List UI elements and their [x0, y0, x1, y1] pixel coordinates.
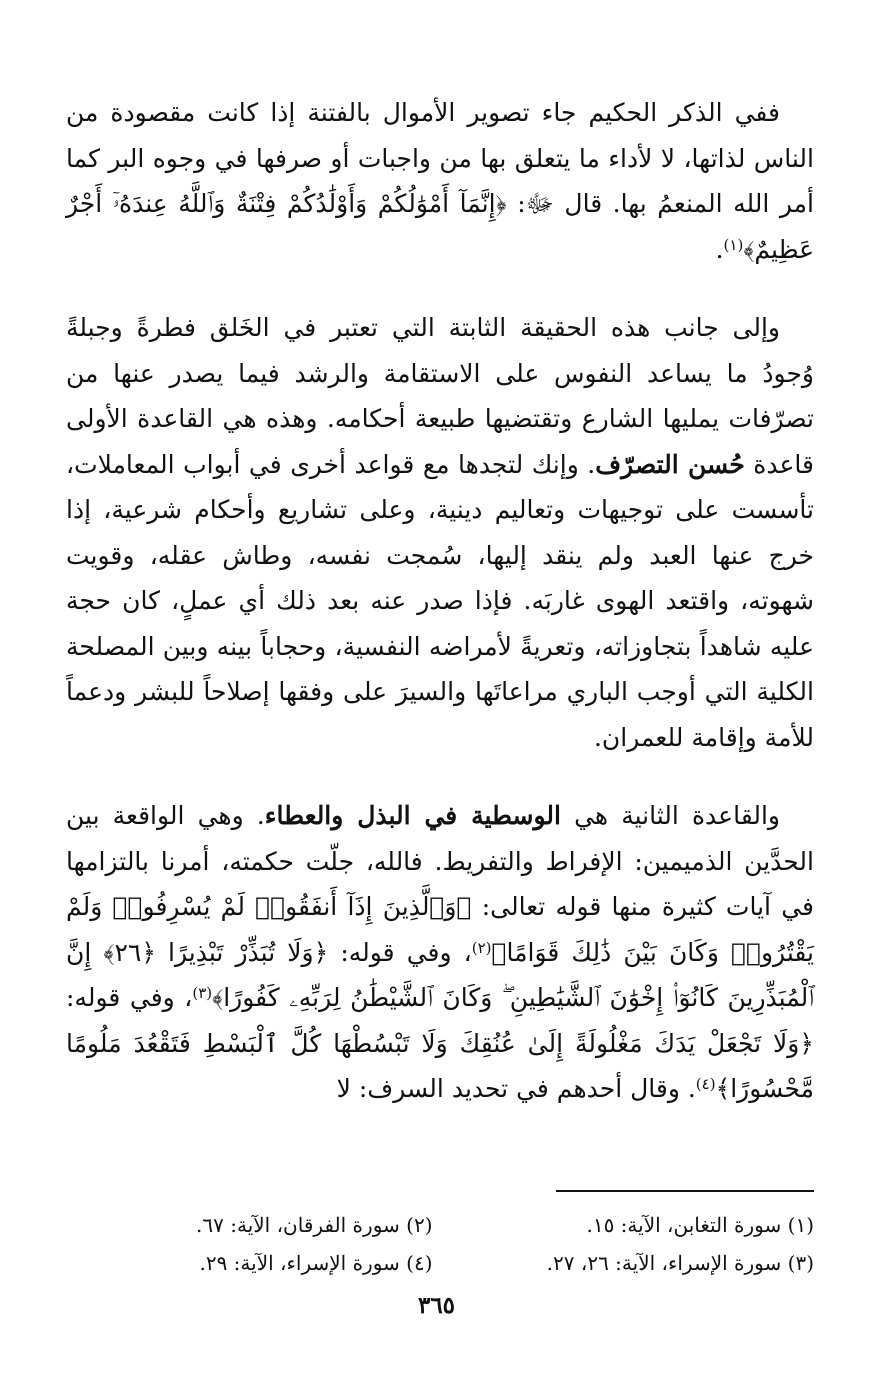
paragraph-3-text-1: والقاعدة الثانية هي — [560, 801, 780, 830]
footnote-1: (١) سورة التغابن، الآية: ١٥. — [586, 1213, 814, 1237]
quran-verse-1: ﴿إِنَّمَآ أَمْوَٰلُكُمْ وَأَوْلَٰدُكُمْ فِتْنَةٌ وَٱللَّهُ عِندَهُۥٓ أَجْرٌ عَظِيمٌ﴾ — [66, 189, 814, 264]
paragraph-2 — [66, 305, 814, 760]
quran-verse-2: ﴿وَٱلَّذِينَ إِذَآ أَنفَقُوا۟ لَمْ يُسْرِفُوا۟ وَلَمْ يَقْتُرُوا۟ وَكَانَ بَيْنَ ذَٰلِكَ قَوَامًا﴾ — [66, 892, 814, 967]
page-number: ٣٦٥ — [417, 1292, 456, 1319]
footnote-4: (٤) سورة الإسراء، الآية: ٢٩. — [199, 1251, 433, 1275]
footnote-divider — [556, 1190, 814, 1192]
paragraph-3-text-5: . وقال أحدهم في تحديد السرف: لا — [336, 1074, 696, 1103]
quran-verse-4: ﴿وَلَا تَجْعَلْ يَدَكَ مَغْلُولَةً إِلَىٰ عُنُقِكَ وَلَا تَبْسُطْهَا كُلَّ ٱلْبَسْطِ فَتَقْعُدَ مَلُومًا مَّحْسُورًا﴾ — [66, 1028, 814, 1103]
rule-two-title: الوسطية في البذل والعطاء — [264, 801, 561, 830]
paragraph-2-text-1: وإلى جانب هذه الحقيقة الثابتة التي تعتبر في الخَلق فطرةً وجبلةً وُجودُ ما يساعد النفوس على الاستقامة والرشد فيما يصدر عنها من تصرّفات يمليها الشارع وتقتضيها طبيعة أحكامه. وهذه هي القاعدة الأولى قاعدة — [66, 313, 814, 479]
footnote-3: (٣) سورة الإسراء، الآية: ٢٦، ٢٧. — [546, 1251, 814, 1275]
paragraph-2-text-2: . وإنك لتجدها مع قواعد أخرى في أبواب المعاملات، تأسست على توجيهات وتعاليم دينية، وعلى تشاريع وأحكام شرعية، إذا خرج عنها العبد ولم ينقد إليها، سُمجت نفسه، وطاش عقله، وقويت شهوته، واقتعد الهوى غاربَه. فإذا صدر عنه بعد ذلك أي عملٍ، كان حجة عليه شاهداً بتجاوزاته، وتعريةً لأمراضه النفسية، وحجاباً بينه وبين المصلحة الكلية التي أوجب الباري مراعاتَها والسيرَ على وفقها إصلاحاً للبشر ودعماً للأمة وإقامة للعمران. — [66, 449, 814, 752]
page-body — [66, 90, 814, 1112]
footnote-ref-3: (٣) — [192, 984, 213, 1002]
paragraph-3-text-2: . وهي الواقعة بين الحدَّين الذميمين: الإفراط والتفريط. فالله، جلّت حكمته، أمرنا بالتزامها في آيات كثيرة منها قوله تعالى: — [66, 801, 814, 921]
footnotes — [66, 1206, 814, 1282]
footnote-ref-2: (٢) — [471, 938, 492, 957]
paragraph-1-end: . — [715, 234, 724, 264]
paragraph-3-text-3: ، وفي قوله: — [328, 937, 472, 967]
footnote-ref-4: (٤) — [695, 1075, 716, 1093]
paragraph-3-text-4: ، وفي قوله: — [66, 983, 193, 1012]
paragraph-3 — [66, 793, 814, 1112]
footnote-row-1 — [66, 1206, 814, 1244]
footnote-row-2 — [66, 1244, 814, 1282]
footnote-ref-1: (١) — [723, 235, 744, 254]
paragraph-1-text: ففي الذكر الحكيم جاء تصوير الأموال بالفتنة إذا كانت مقصودة من الناس لذاتها، لا لأداء ما يتعلق بها من واجبات أو صرفها في وجوه البر كما أمر الله المنعمُ بها. قال ﷻ: — [66, 98, 814, 218]
footnote-2: (٢) سورة الفرقان، الآية: ٦٧. — [196, 1213, 433, 1237]
quran-verse-3: ﴿وَلَا تُبَذِّرْ تَبْذِيرًا ﴿٢٦﴾ إِنَّ ٱلْمُبَذِّرِينَ كَانُوٓا۟ إِخْوَٰنَ ٱلشَّيَٰطِينِ ۖ وَكَانَ ٱلشَّيْطَٰنُ لِرَبِّهِۦ كَفُورًا﴾ — [66, 937, 814, 1012]
rule-one-title: حُسن التصرّف — [595, 449, 745, 479]
paragraph-1 — [66, 90, 814, 272]
